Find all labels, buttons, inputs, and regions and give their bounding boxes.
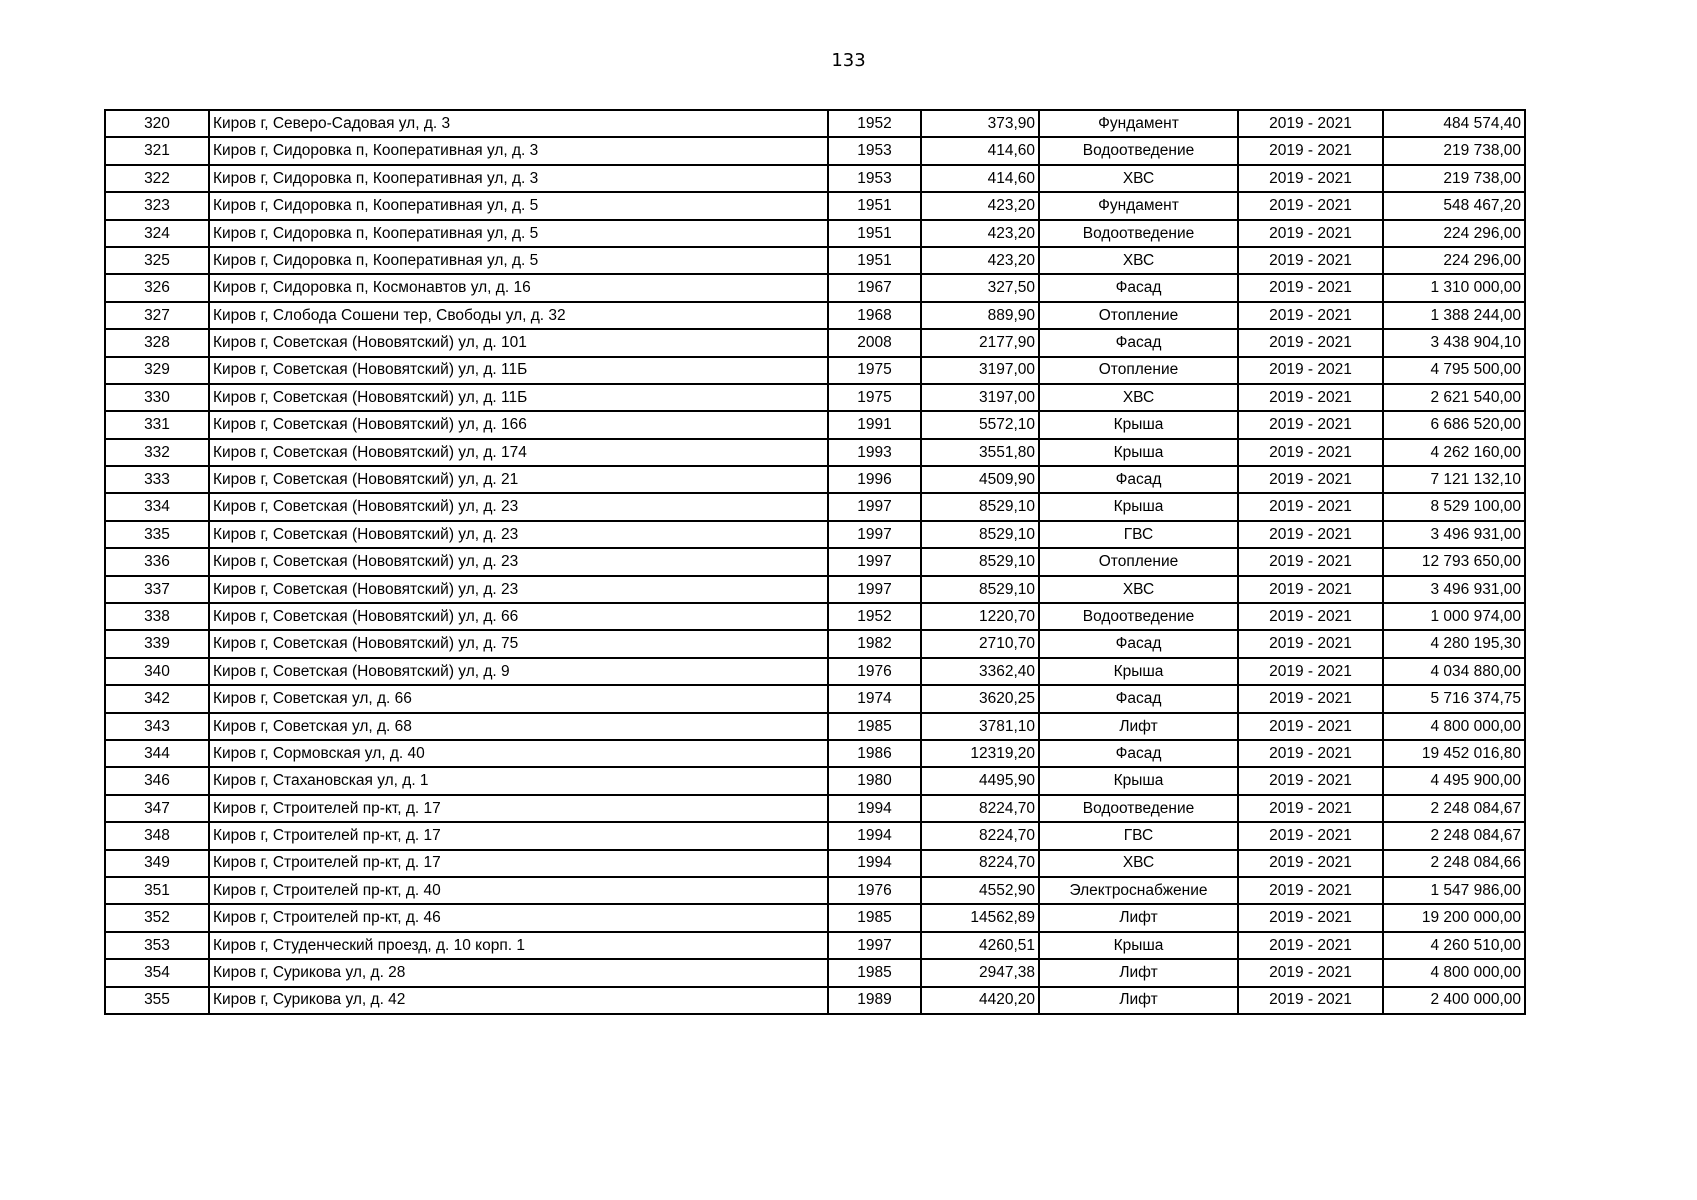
area-cell: 2710,70	[921, 630, 1039, 657]
cost-cell: 224 296,00	[1383, 247, 1525, 274]
cost-cell: 12 793 650,00	[1383, 548, 1525, 575]
period-cell: 2019 - 2021	[1238, 548, 1383, 575]
row-number-cell: 334	[105, 493, 209, 520]
address-cell: Киров г, Строителей пр-кт, д. 46	[209, 904, 828, 931]
area-cell: 3551,80	[921, 439, 1039, 466]
cost-cell: 4 260 510,00	[1383, 932, 1525, 959]
repair-registry-table	[104, 109, 1526, 1015]
work-type-cell: Лифт	[1039, 904, 1238, 931]
table-row	[105, 302, 1525, 329]
area-cell: 2177,90	[921, 329, 1039, 356]
address-cell: Киров г, Советская (Нововятский) ул, д. 166	[209, 411, 828, 438]
build-year-cell: 2008	[828, 329, 921, 356]
period-cell: 2019 - 2021	[1238, 384, 1383, 411]
work-type-cell: Крыша	[1039, 411, 1238, 438]
area-cell: 3620,25	[921, 685, 1039, 712]
table-row	[105, 329, 1525, 356]
address-cell: Киров г, Северо-Садовая ул, д. 3	[209, 110, 828, 137]
work-type-cell: Водоотведение	[1039, 137, 1238, 164]
build-year-cell: 1952	[828, 603, 921, 630]
work-type-cell: Лифт	[1039, 713, 1238, 740]
build-year-cell: 1996	[828, 466, 921, 493]
table-row	[105, 713, 1525, 740]
cost-cell: 4 800 000,00	[1383, 713, 1525, 740]
work-type-cell: ХВС	[1039, 165, 1238, 192]
period-cell: 2019 - 2021	[1238, 439, 1383, 466]
address-cell: Киров г, Стахановская ул, д. 1	[209, 767, 828, 794]
cost-cell: 2 248 084,66	[1383, 850, 1525, 877]
table-row	[105, 521, 1525, 548]
cost-cell: 1 547 986,00	[1383, 877, 1525, 904]
build-year-cell: 1985	[828, 959, 921, 986]
work-type-cell: Электроснабжение	[1039, 877, 1238, 904]
work-type-cell: ГВС	[1039, 521, 1238, 548]
period-cell: 2019 - 2021	[1238, 466, 1383, 493]
period-cell: 2019 - 2021	[1238, 658, 1383, 685]
period-cell: 2019 - 2021	[1238, 247, 1383, 274]
row-number-cell: 353	[105, 932, 209, 959]
table-row	[105, 740, 1525, 767]
row-number-cell: 326	[105, 274, 209, 301]
cost-cell: 484 574,40	[1383, 110, 1525, 137]
area-cell: 423,20	[921, 247, 1039, 274]
period-cell: 2019 - 2021	[1238, 521, 1383, 548]
cost-cell: 219 738,00	[1383, 165, 1525, 192]
address-cell: Киров г, Студенческий проезд, д. 10 корп. 1	[209, 932, 828, 959]
row-number-cell: 343	[105, 713, 209, 740]
address-cell: Киров г, Строителей пр-кт, д. 17	[209, 822, 828, 849]
row-number-cell: 352	[105, 904, 209, 931]
table-row	[105, 137, 1525, 164]
row-number-cell: 342	[105, 685, 209, 712]
period-cell: 2019 - 2021	[1238, 767, 1383, 794]
cost-cell: 548 467,20	[1383, 192, 1525, 219]
row-number-cell: 340	[105, 658, 209, 685]
cost-cell: 2 621 540,00	[1383, 384, 1525, 411]
table-row	[105, 904, 1525, 931]
address-cell: Киров г, Сидоровка п, Кооперативная ул, д. 5	[209, 192, 828, 219]
address-cell: Киров г, Советская (Нововятский) ул, д. 174	[209, 439, 828, 466]
period-cell: 2019 - 2021	[1238, 329, 1383, 356]
build-year-cell: 1951	[828, 192, 921, 219]
period-cell: 2019 - 2021	[1238, 987, 1383, 1014]
build-year-cell: 1991	[828, 411, 921, 438]
cost-cell: 3 438 904,10	[1383, 329, 1525, 356]
table-row	[105, 658, 1525, 685]
period-cell: 2019 - 2021	[1238, 603, 1383, 630]
address-cell: Киров г, Советская (Нововятский) ул, д. 23	[209, 493, 828, 520]
address-cell: Киров г, Советская ул, д. 66	[209, 685, 828, 712]
work-type-cell: Фасад	[1039, 630, 1238, 657]
build-year-cell: 1997	[828, 548, 921, 575]
period-cell: 2019 - 2021	[1238, 357, 1383, 384]
cost-cell: 4 800 000,00	[1383, 959, 1525, 986]
area-cell: 1220,70	[921, 603, 1039, 630]
work-type-cell: Крыша	[1039, 932, 1238, 959]
table-row	[105, 110, 1525, 137]
work-type-cell: Крыша	[1039, 658, 1238, 685]
area-cell: 414,60	[921, 137, 1039, 164]
build-year-cell: 1985	[828, 904, 921, 931]
area-cell: 8224,70	[921, 822, 1039, 849]
work-type-cell: Лифт	[1039, 959, 1238, 986]
period-cell: 2019 - 2021	[1238, 932, 1383, 959]
build-year-cell: 1982	[828, 630, 921, 657]
build-year-cell: 1997	[828, 576, 921, 603]
row-number-cell: 332	[105, 439, 209, 466]
build-year-cell: 1997	[828, 493, 921, 520]
period-cell: 2019 - 2021	[1238, 576, 1383, 603]
cost-cell: 4 262 160,00	[1383, 439, 1525, 466]
build-year-cell: 1994	[828, 822, 921, 849]
period-cell: 2019 - 2021	[1238, 220, 1383, 247]
build-year-cell: 1952	[828, 110, 921, 137]
area-cell: 3362,40	[921, 658, 1039, 685]
row-number-cell: 337	[105, 576, 209, 603]
address-cell: Киров г, Сидоровка п, Кооперативная ул, д. 5	[209, 247, 828, 274]
cost-cell: 2 248 084,67	[1383, 795, 1525, 822]
period-cell: 2019 - 2021	[1238, 713, 1383, 740]
work-type-cell: Фундамент	[1039, 110, 1238, 137]
row-number-cell: 349	[105, 850, 209, 877]
period-cell: 2019 - 2021	[1238, 822, 1383, 849]
table-row	[105, 192, 1525, 219]
row-number-cell: 338	[105, 603, 209, 630]
area-cell: 5572,10	[921, 411, 1039, 438]
table-row	[105, 220, 1525, 247]
area-cell: 8224,70	[921, 795, 1039, 822]
build-year-cell: 1976	[828, 658, 921, 685]
row-number-cell: 322	[105, 165, 209, 192]
area-cell: 327,50	[921, 274, 1039, 301]
cost-cell: 4 795 500,00	[1383, 357, 1525, 384]
area-cell: 8529,10	[921, 576, 1039, 603]
build-year-cell: 1997	[828, 521, 921, 548]
row-number-cell: 327	[105, 302, 209, 329]
address-cell: Киров г, Советская (Нововятский) ул, д. 23	[209, 521, 828, 548]
address-cell: Киров г, Сидоровка п, Кооперативная ул, д. 5	[209, 220, 828, 247]
area-cell: 8529,10	[921, 493, 1039, 520]
table-row	[105, 411, 1525, 438]
row-number-cell: 331	[105, 411, 209, 438]
build-year-cell: 1993	[828, 439, 921, 466]
cost-cell: 2 248 084,67	[1383, 822, 1525, 849]
address-cell: Киров г, Строителей пр-кт, д. 40	[209, 877, 828, 904]
work-type-cell: Отопление	[1039, 357, 1238, 384]
build-year-cell: 1989	[828, 987, 921, 1014]
period-cell: 2019 - 2021	[1238, 411, 1383, 438]
table-row	[105, 822, 1525, 849]
address-cell: Киров г, Советская (Нововятский) ул, д. 9	[209, 658, 828, 685]
build-year-cell: 1974	[828, 685, 921, 712]
cost-cell: 8 529 100,00	[1383, 493, 1525, 520]
cost-cell: 4 034 880,00	[1383, 658, 1525, 685]
table-row	[105, 685, 1525, 712]
build-year-cell: 1953	[828, 165, 921, 192]
row-number-cell: 346	[105, 767, 209, 794]
row-number-cell: 351	[105, 877, 209, 904]
row-number-cell: 335	[105, 521, 209, 548]
build-year-cell: 1953	[828, 137, 921, 164]
area-cell: 889,90	[921, 302, 1039, 329]
area-cell: 373,90	[921, 110, 1039, 137]
address-cell: Киров г, Советская ул, д. 68	[209, 713, 828, 740]
area-cell: 3781,10	[921, 713, 1039, 740]
area-cell: 3197,00	[921, 384, 1039, 411]
area-cell: 8529,10	[921, 521, 1039, 548]
address-cell: Киров г, Советская (Нововятский) ул, д. 101	[209, 329, 828, 356]
cost-cell: 5 716 374,75	[1383, 685, 1525, 712]
address-cell: Киров г, Сормовская ул, д. 40	[209, 740, 828, 767]
cost-cell: 219 738,00	[1383, 137, 1525, 164]
row-number-cell: 329	[105, 357, 209, 384]
build-year-cell: 1976	[828, 877, 921, 904]
cost-cell: 3 496 931,00	[1383, 521, 1525, 548]
area-cell: 2947,38	[921, 959, 1039, 986]
address-cell: Киров г, Сурикова ул, д. 42	[209, 987, 828, 1014]
period-cell: 2019 - 2021	[1238, 165, 1383, 192]
address-cell: Киров г, Строителей пр-кт, д. 17	[209, 850, 828, 877]
address-cell: Киров г, Строителей пр-кт, д. 17	[209, 795, 828, 822]
work-type-cell: Крыша	[1039, 493, 1238, 520]
table-row	[105, 987, 1525, 1014]
row-number-cell: 320	[105, 110, 209, 137]
table-row	[105, 603, 1525, 630]
period-cell: 2019 - 2021	[1238, 959, 1383, 986]
address-cell: Киров г, Советская (Нововятский) ул, д. 23	[209, 576, 828, 603]
build-year-cell: 1994	[828, 795, 921, 822]
address-cell: Киров г, Сидоровка п, Космонавтов ул, д. 16	[209, 274, 828, 301]
table-row	[105, 850, 1525, 877]
area-cell: 414,60	[921, 165, 1039, 192]
table-row	[105, 630, 1525, 657]
build-year-cell: 1951	[828, 247, 921, 274]
table-row	[105, 877, 1525, 904]
row-number-cell: 323	[105, 192, 209, 219]
build-year-cell: 1986	[828, 740, 921, 767]
area-cell: 4260,51	[921, 932, 1039, 959]
period-cell: 2019 - 2021	[1238, 493, 1383, 520]
table-row	[105, 384, 1525, 411]
address-cell: Киров г, Советская (Нововятский) ул, д. 21	[209, 466, 828, 493]
area-cell: 12319,20	[921, 740, 1039, 767]
build-year-cell: 1975	[828, 384, 921, 411]
row-number-cell: 325	[105, 247, 209, 274]
period-cell: 2019 - 2021	[1238, 877, 1383, 904]
row-number-cell: 336	[105, 548, 209, 575]
work-type-cell: Фасад	[1039, 466, 1238, 493]
page-number: 133	[831, 50, 866, 71]
address-cell: Киров г, Советская (Нововятский) ул, д. 23	[209, 548, 828, 575]
period-cell: 2019 - 2021	[1238, 850, 1383, 877]
row-number-cell: 330	[105, 384, 209, 411]
period-cell: 2019 - 2021	[1238, 137, 1383, 164]
cost-cell: 7 121 132,10	[1383, 466, 1525, 493]
table-row	[105, 548, 1525, 575]
area-cell: 3197,00	[921, 357, 1039, 384]
cost-cell: 224 296,00	[1383, 220, 1525, 247]
row-number-cell: 333	[105, 466, 209, 493]
row-number-cell: 354	[105, 959, 209, 986]
area-cell: 4509,90	[921, 466, 1039, 493]
cost-cell: 6 686 520,00	[1383, 411, 1525, 438]
table-row	[105, 795, 1525, 822]
cost-cell: 3 496 931,00	[1383, 576, 1525, 603]
row-number-cell: 355	[105, 987, 209, 1014]
work-type-cell: Фасад	[1039, 740, 1238, 767]
address-cell: Киров г, Советская (Нововятский) ул, д. 66	[209, 603, 828, 630]
period-cell: 2019 - 2021	[1238, 904, 1383, 931]
period-cell: 2019 - 2021	[1238, 685, 1383, 712]
table-row	[105, 247, 1525, 274]
row-number-cell: 347	[105, 795, 209, 822]
table-row	[105, 932, 1525, 959]
cost-cell: 4 495 900,00	[1383, 767, 1525, 794]
work-type-cell: Отопление	[1039, 548, 1238, 575]
address-cell: Киров г, Сидоровка п, Кооперативная ул, д. 3	[209, 165, 828, 192]
row-number-cell: 324	[105, 220, 209, 247]
table-row	[105, 576, 1525, 603]
table-row	[105, 439, 1525, 466]
work-type-cell: ХВС	[1039, 384, 1238, 411]
work-type-cell: Водоотведение	[1039, 795, 1238, 822]
period-cell: 2019 - 2021	[1238, 274, 1383, 301]
address-cell: Киров г, Сидоровка п, Кооперативная ул, д. 3	[209, 137, 828, 164]
address-cell: Киров г, Советская (Нововятский) ул, д. 11Б	[209, 357, 828, 384]
build-year-cell: 1951	[828, 220, 921, 247]
address-cell: Киров г, Сурикова ул, д. 28	[209, 959, 828, 986]
work-type-cell: Крыша	[1039, 767, 1238, 794]
cost-cell: 19 200 000,00	[1383, 904, 1525, 931]
row-number-cell: 328	[105, 329, 209, 356]
work-type-cell: ГВС	[1039, 822, 1238, 849]
period-cell: 2019 - 2021	[1238, 795, 1383, 822]
period-cell: 2019 - 2021	[1238, 110, 1383, 137]
work-type-cell: Фасад	[1039, 274, 1238, 301]
area-cell: 14562,89	[921, 904, 1039, 931]
build-year-cell: 1980	[828, 767, 921, 794]
area-cell: 423,20	[921, 220, 1039, 247]
work-type-cell: Фундамент	[1039, 192, 1238, 219]
area-cell: 4552,90	[921, 877, 1039, 904]
row-number-cell: 321	[105, 137, 209, 164]
area-cell: 8529,10	[921, 548, 1039, 575]
cost-cell: 19 452 016,80	[1383, 740, 1525, 767]
cost-cell: 1 000 974,00	[1383, 603, 1525, 630]
work-type-cell: Фасад	[1039, 329, 1238, 356]
area-cell: 4495,90	[921, 767, 1039, 794]
row-number-cell: 348	[105, 822, 209, 849]
work-type-cell: Фасад	[1039, 685, 1238, 712]
build-year-cell: 1975	[828, 357, 921, 384]
table-row	[105, 165, 1525, 192]
build-year-cell: 1985	[828, 713, 921, 740]
period-cell: 2019 - 2021	[1238, 740, 1383, 767]
table-row	[105, 767, 1525, 794]
work-type-cell: Водоотведение	[1039, 220, 1238, 247]
period-cell: 2019 - 2021	[1238, 630, 1383, 657]
cost-cell: 1 310 000,00	[1383, 274, 1525, 301]
table-row	[105, 274, 1525, 301]
address-cell: Киров г, Слобода Сошени тер, Свободы ул, д. 32	[209, 302, 828, 329]
area-cell: 8224,70	[921, 850, 1039, 877]
table-body	[105, 110, 1525, 1014]
build-year-cell: 1967	[828, 274, 921, 301]
work-type-cell: Крыша	[1039, 439, 1238, 466]
work-type-cell: ХВС	[1039, 850, 1238, 877]
area-cell: 4420,20	[921, 987, 1039, 1014]
period-cell: 2019 - 2021	[1238, 302, 1383, 329]
table-row	[105, 357, 1525, 384]
area-cell: 423,20	[921, 192, 1039, 219]
work-type-cell: Водоотведение	[1039, 603, 1238, 630]
period-cell: 2019 - 2021	[1238, 192, 1383, 219]
build-year-cell: 1997	[828, 932, 921, 959]
cost-cell: 4 280 195,30	[1383, 630, 1525, 657]
work-type-cell: ХВС	[1039, 576, 1238, 603]
build-year-cell: 1968	[828, 302, 921, 329]
work-type-cell: ХВС	[1039, 247, 1238, 274]
work-type-cell: Отопление	[1039, 302, 1238, 329]
row-number-cell: 339	[105, 630, 209, 657]
row-number-cell: 344	[105, 740, 209, 767]
build-year-cell: 1994	[828, 850, 921, 877]
work-type-cell: Лифт	[1039, 987, 1238, 1014]
table-row	[105, 493, 1525, 520]
cost-cell: 1 388 244,00	[1383, 302, 1525, 329]
cost-cell: 2 400 000,00	[1383, 987, 1525, 1014]
table-row	[105, 466, 1525, 493]
table-row	[105, 959, 1525, 986]
address-cell: Киров г, Советская (Нововятский) ул, д. 75	[209, 630, 828, 657]
address-cell: Киров г, Советская (Нововятский) ул, д. 11Б	[209, 384, 828, 411]
